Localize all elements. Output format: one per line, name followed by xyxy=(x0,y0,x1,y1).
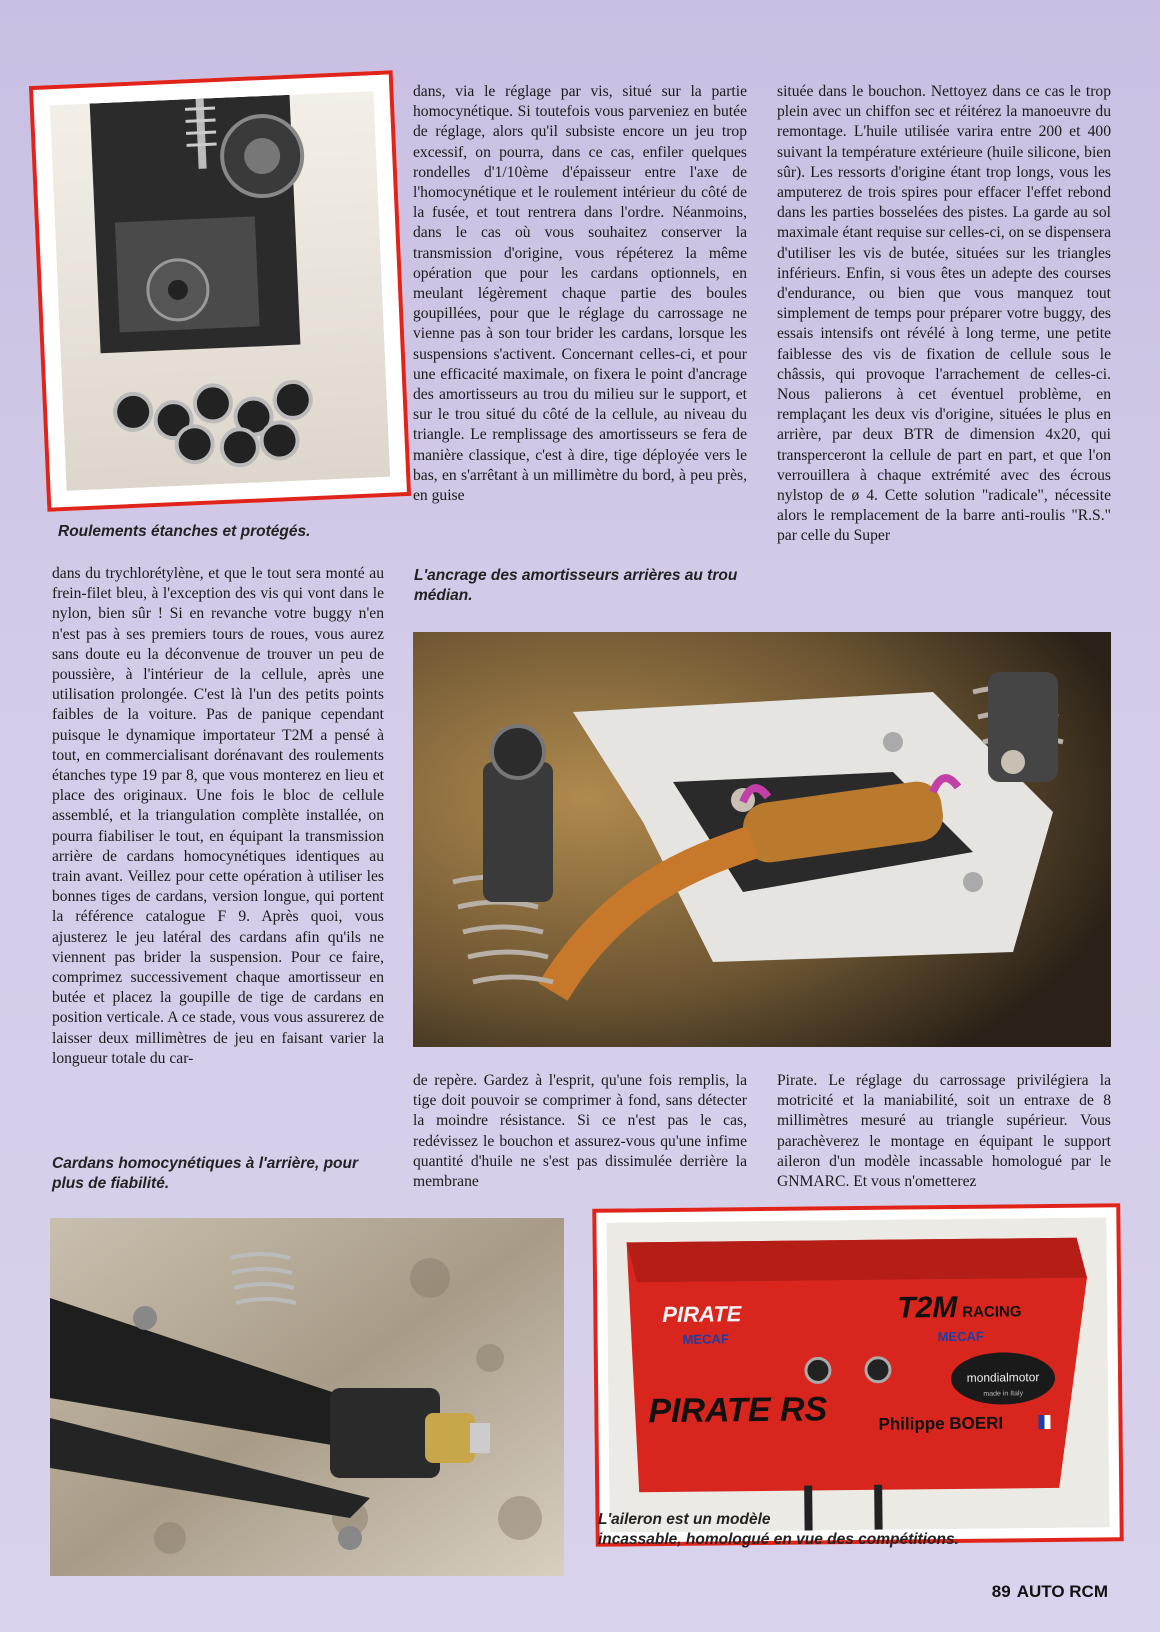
decal-t2m: T2M xyxy=(897,1290,958,1325)
page-number: 89 xyxy=(991,1582,1011,1601)
decal-driver-name: Philippe BOERI xyxy=(878,1413,1004,1434)
decal-pirate: PIRATE xyxy=(662,1301,742,1328)
magazine-name: AUTO RCM xyxy=(1016,1582,1108,1601)
photo-shock-absorbers xyxy=(413,632,1111,1047)
article-column-1-bottom: de repère. Gardez à l'esprit, qu'une fois remplis, la tige doit pouvoir se comprimer à fond, sans détecter la moindre résistance. Si ce n'est pas le cas, redévissez le bouchon et assurez-vous qu'une infime quantité d'huile ne s'est pas dissimulée derrière la membrane xyxy=(413,1072,747,1191)
photo-bearings xyxy=(29,70,411,511)
shock-absorbers-image xyxy=(413,632,1111,1047)
photo-rear-suspension xyxy=(50,1218,564,1576)
article-column-2-bottom: Pirate. Le réglage du carrossage privilégiera la motricité et la maniabilité, soit un entraxe de 8 millimètres mesuré au triangle supérieur. Vous parachèverez le montage en équipant le support aileron d'un modèle incassable homologué par le GNMARC. Et vous n'ometterez xyxy=(777,1072,1111,1191)
decal-racing: RACING xyxy=(962,1303,1022,1321)
article-column-2-top: située dans le bouchon. Nettoyez dans ce cas le trop plein avec un chiffon sec et réitérez la manoeuvre du remontage. L'huile utilisée varira entre 200 et 400 suivant la température extérieure (huile silicone, bien sûr). Les ressorts d'origine étant trop longs, vous les amputerez de trois spires pour effacer l'effet rebond dans les parties bosselées des pistes. La garde au sol maximale étant requise sur celles-ci, on se dispensera d'utiliser les vis de butée, situées sur les triangles inférieurs. Enfin, si vous êtes un adepte des courses d'endurance, ou bien que vous manquez tout simplement de temps pour préparer votre buggy, des essais intensifs ont révélé à long terme, une petite faiblesse des vis de fixation de cellule sous le châssis, qui provoque l'arrachement de celles-ci. Nous palierons à cet éventuel problème, en remplaçant les deux vis d'origine, situées le plus en arrière, par deux BTR de dimension 4x20, qui transperceront la cellule de part en part, et que l'on verrouillera à chaque extrémité avec des écrous nylstop de ø 4. Cette solution "radicale", nécessite alors le remplacement de la barre anti-roulis "R.S." par celle du Super xyxy=(777,83,1111,545)
article-left-column: dans du trychlorétylène, et que le tout sera monté au frein-filet bleu, à l'exception des vis qui vont dans le nylon, bien sûr ! Si en revanche votre buggy n'en n'est pas à ses premiers tours de roues, vous aurez sans doute eu la déconvenue de trouver un peu de poussière, à l'intérieur de la cellule, après une utilisation prolongée. C'est là l'un des petits points faibles de la voiture. Pas de panique cependant puisque le dynamique importateur T2M a pensé à tout, en commercialisant dorénavant des roulements étanches type 19 par 8, que vous monterez en lieu et place des originaux. Une fois le bloc de cellule assemblé, et la triangulation complète installée, on pourra fiabiliser le tout, en équipant la transmission arrière de cardans homocynétiques identiques au train avant. Veillez pour cette opération à utiliser les bonnes tiges de cardans, version longue, qui portent la référence catalogue F 9. Après quoi, vous ajusterez le jeu latéral des cardans afin qu'ils ne viennent pas brider la suspension. Pour ce faire, comprimez successivement chaque amortisseur en butée et placez la goupille de tige de cardans en position verticale. A ce stade, vous vous assurerez de laisser deux millimètres de jeu en faisant varier la longueur totale du car- xyxy=(52,565,384,1067)
decal-pirate-rs: PIRATE RS xyxy=(648,1390,828,1431)
page-folio xyxy=(992,1582,1108,1602)
rear-suspension-image xyxy=(50,1218,564,1576)
caption-shock-anchor: L'ancrage des amortisseurs arrières au trou médian. xyxy=(414,567,738,604)
decal-made-in-italy: made in Italy xyxy=(983,1390,1024,1398)
caption-bearings: Roulements étanches et protégés. xyxy=(58,523,311,540)
wing-image xyxy=(606,1217,1109,1532)
caption-cardans: Cardans homocynétiques à l'arrière, pour plus de fiabilité. xyxy=(52,1155,359,1192)
article-column-1-top: dans, via le réglage par vis, situé sur la partie homocynétique. Si toutefois vous parveniez en butée de réglage, alors qu'il subsiste encore un jeu trop excessif, on pourra, dans ce cas, enfiler quelques rondelles d'1/10ème d'épaisseur entre l'axe de l'homocynétique et le roulement intérieur du côté de la fusée, et tout rentrera dans l'ordre. Néanmoins, dans le cas où vous souhaitez conserver la transmission d'origine, vous répéterez la même opération que pour les cardans optionnels, en meulant légèrement chaque partie des boules goupillées, pour que le réglage du carrossage ne vienne pas à son tour brider les cardans, lorsque les suspensions s'activent. Concernant celles-ci, et pour une efficacité maximale, on fixera le point d'ancrage des amortisseurs au trou du milieu sur le support, et sur le trou situé du côté de la cellule, au niveau du triangle. Le remplissage des amortisseurs se fera de manière classique, c'est à dire, tige déployée vers le bas, en s'arrêtant à un millimètre du bord, à peu près, en guise xyxy=(413,83,747,505)
decal-mecaf-left: MECAF xyxy=(682,1331,729,1347)
decal-mondialmotor: mondialmotor xyxy=(966,1370,1040,1385)
bearings-image xyxy=(50,91,391,491)
caption-wing-line-2: incassable, homologué en vue des compétitions. xyxy=(598,1531,959,1548)
photo-wing xyxy=(592,1203,1124,1547)
decal-mecaf-right: MECAF xyxy=(937,1328,984,1345)
caption-wing xyxy=(598,1510,1098,1550)
caption-wing-line-1: L'aileron est un modèle xyxy=(598,1511,771,1528)
